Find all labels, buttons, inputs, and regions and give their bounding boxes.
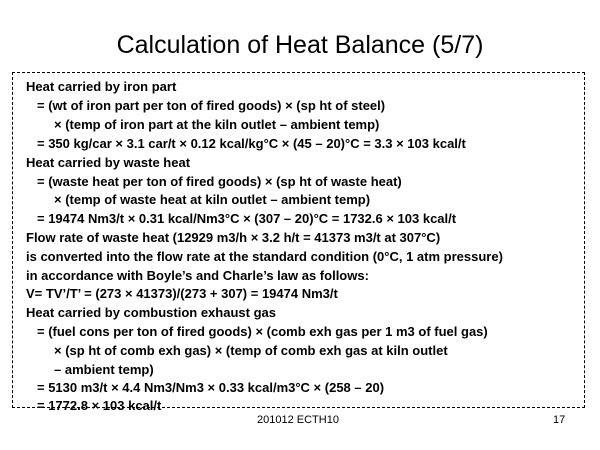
- combustion-result: = 1772.8 × 103 kcal/t: [37, 398, 162, 413]
- heading-waste-heat: Heat carried by waste heat: [26, 155, 191, 170]
- slide-title: Calculation of Heat Balance (5/7): [116, 31, 484, 59]
- waste-heat-formula-line-1: = (waste heat per ton of fired goods) × (sp ht of waste heat): [37, 174, 402, 189]
- flow-rate-line-1: Flow rate of waste heat (12929 m3/h × 3.2 h/t = 41373 m3/t at 307°C): [26, 230, 441, 245]
- content-box: [12, 72, 585, 413]
- waste-heat-result: = 19474 Nm3/t × 0.31 kcal/Nm3°C × (307 – 20)°C = 1732.6 × 103 kcal/t: [37, 211, 457, 226]
- combustion-formula-line-1: = (fuel cons per ton of fired goods) × (comb exh gas per 1 m3 of fuel gas): [37, 324, 488, 339]
- combustion-formula-line-2: × (sp ht of comb exh gas) × (temp of comb exh gas at kiln outlet: [54, 343, 448, 358]
- iron-part-formula-line-1: = (wt of iron part per ton of fired goods) × (sp ht of steel): [37, 98, 386, 113]
- combustion-formula-line-3: – ambient temp): [54, 362, 154, 377]
- heading-combustion-exhaust: Heat carried by combustion exhaust gas: [26, 305, 276, 320]
- flow-rate-line-2: is converted into the flow rate at the standard condition (0°C, 1 atm pressure): [26, 249, 503, 264]
- iron-part-formula-line-2: × (temp of iron part at the kiln outlet – ambient temp): [54, 117, 380, 132]
- iron-part-result: = 350 kg/car × 3.1 car/t × 0.12 kcal/kg°C × (45 – 20)°C = 3.3 × 103 kcal/t: [37, 136, 466, 151]
- footer-code: 201012 ECTH10: [257, 414, 339, 426]
- waste-heat-formula-line-2: × (temp of waste heat at kiln outlet – ambient temp): [54, 192, 371, 207]
- combustion-calculation: = 5130 m3/t × 4.4 Nm3/Nm3 × 0.33 kcal/m3°C × (258 – 20): [37, 380, 385, 395]
- heading-iron-part: Heat carried by iron part: [26, 79, 177, 94]
- page-number: 17: [553, 414, 566, 426]
- flow-rate-equation: V= TV’/T’ = (273 × 41373)/(273 + 307) = 19474 Nm3/t: [26, 286, 338, 301]
- flow-rate-line-3: in accordance with Boyle’s and Charle’s law as follows:: [26, 268, 369, 283]
